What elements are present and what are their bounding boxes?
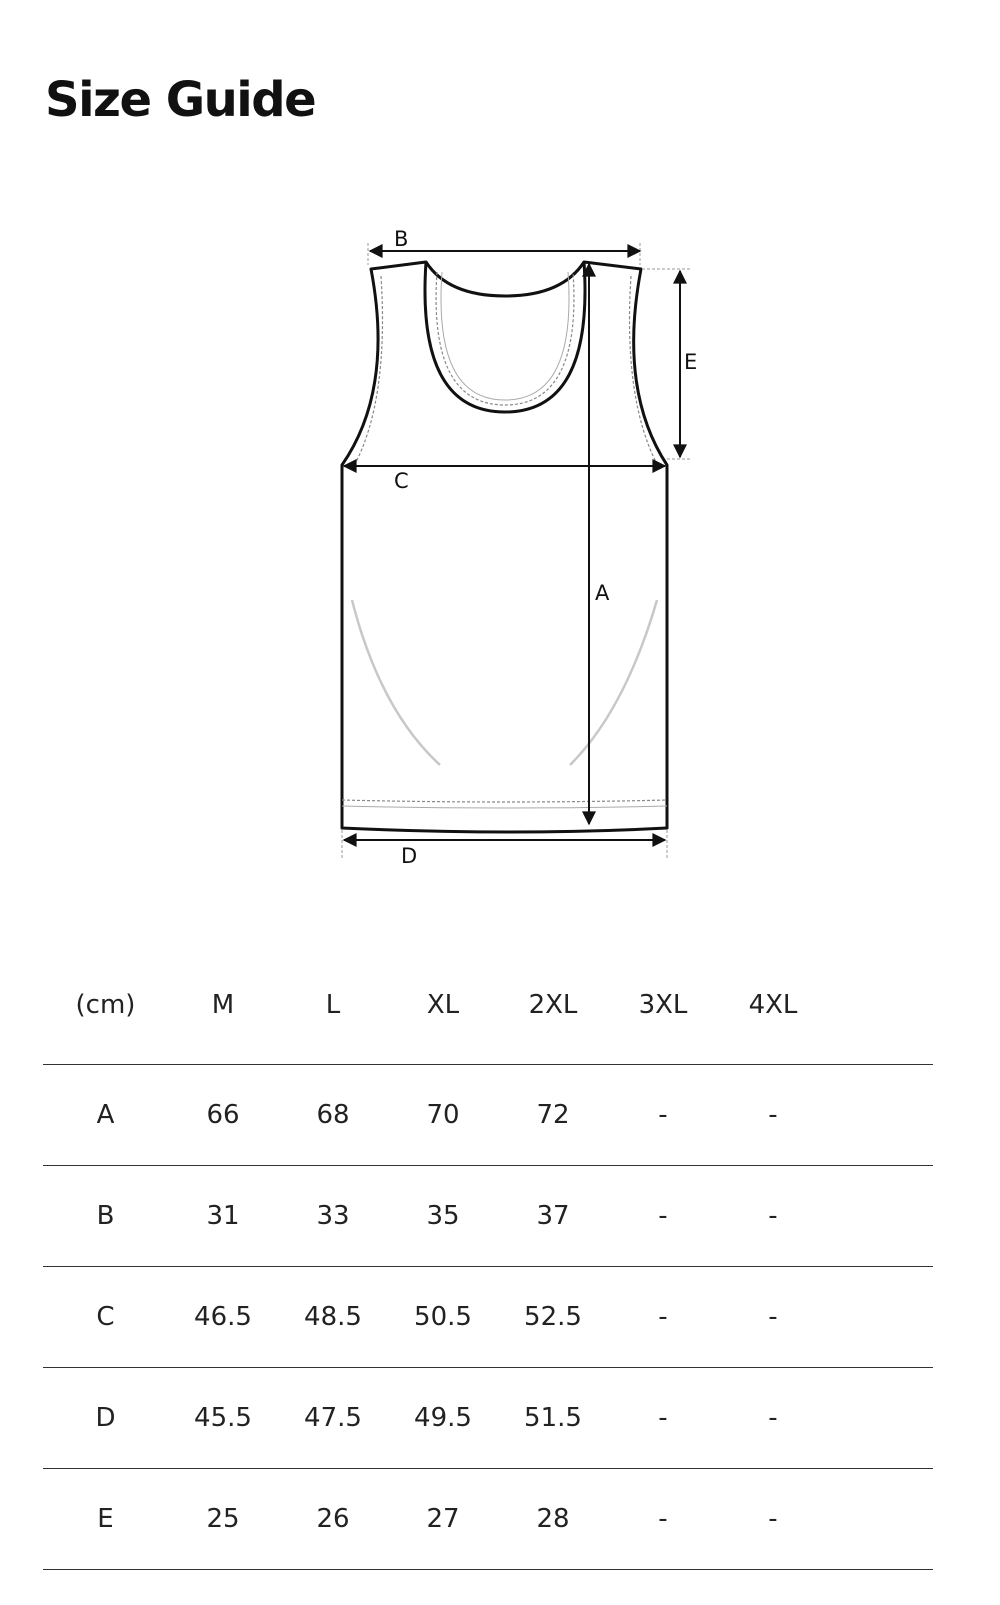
table-row — [43, 1469, 933, 1570]
table-cell: - — [718, 1469, 828, 1570]
table-cell: 31 — [168, 1166, 278, 1267]
table-cell: 50.5 — [388, 1267, 498, 1368]
table-cell: - — [718, 1267, 828, 1368]
table-cell: 45.5 — [168, 1368, 278, 1469]
tank-top-outline — [342, 262, 667, 832]
table-cell: - — [608, 1469, 718, 1570]
row-label: A — [43, 1065, 168, 1166]
table-row — [43, 1065, 933, 1166]
table-cell: 68 — [278, 1065, 388, 1166]
table-cell: 66 — [168, 1065, 278, 1166]
table-cell: 72 — [498, 1065, 608, 1166]
table-cell: 48.5 — [278, 1267, 388, 1368]
table-cell: 70 — [388, 1065, 498, 1166]
measure-a-label: A — [595, 581, 610, 605]
table-row — [43, 1166, 933, 1267]
size-header-2xl: 2XL — [528, 990, 578, 1020]
row-label: E — [43, 1469, 168, 1570]
size-header-l: L — [325, 990, 341, 1020]
table-cell: 52.5 — [498, 1267, 608, 1368]
table-cell: - — [718, 1065, 828, 1166]
table-cell: 49.5 — [388, 1368, 498, 1469]
table-row — [43, 1368, 933, 1469]
table-cell: 47.5 — [278, 1368, 388, 1469]
table-cell: - — [608, 1267, 718, 1368]
size-header-3xl: 3XL — [638, 990, 688, 1020]
size-table-header-row — [43, 990, 933, 1065]
row-label: B — [43, 1166, 168, 1267]
row-label: C — [43, 1267, 168, 1368]
table-cell: 28 — [498, 1469, 608, 1570]
measure-c-label: C — [394, 469, 409, 493]
table-cell: 51.5 — [498, 1368, 608, 1469]
table-cell: - — [608, 1368, 718, 1469]
unit-label: (cm) — [75, 990, 136, 1020]
measure-b-label: B — [394, 227, 409, 251]
table-cell: - — [718, 1166, 828, 1267]
table-cell: 26 — [278, 1469, 388, 1570]
row-label: D — [43, 1368, 168, 1469]
size-header-xl: XL — [426, 990, 460, 1020]
table-cell: 25 — [168, 1469, 278, 1570]
table-cell: 33 — [278, 1166, 388, 1267]
table-cell: 37 — [498, 1166, 608, 1267]
table-cell: 35 — [388, 1166, 498, 1267]
table-cell: 46.5 — [168, 1267, 278, 1368]
table-cell: - — [608, 1166, 718, 1267]
page-title: Size Guide — [45, 72, 316, 128]
measure-d-label: D — [401, 844, 418, 868]
table-cell: - — [608, 1065, 718, 1166]
size-table — [43, 990, 933, 1570]
size-header-m: M — [211, 990, 235, 1020]
size-header-4xl: 4XL — [748, 990, 798, 1020]
measure-e-label: E — [684, 350, 698, 374]
table-cell: 27 — [388, 1469, 498, 1570]
table-cell: - — [718, 1368, 828, 1469]
table-row — [43, 1267, 933, 1368]
